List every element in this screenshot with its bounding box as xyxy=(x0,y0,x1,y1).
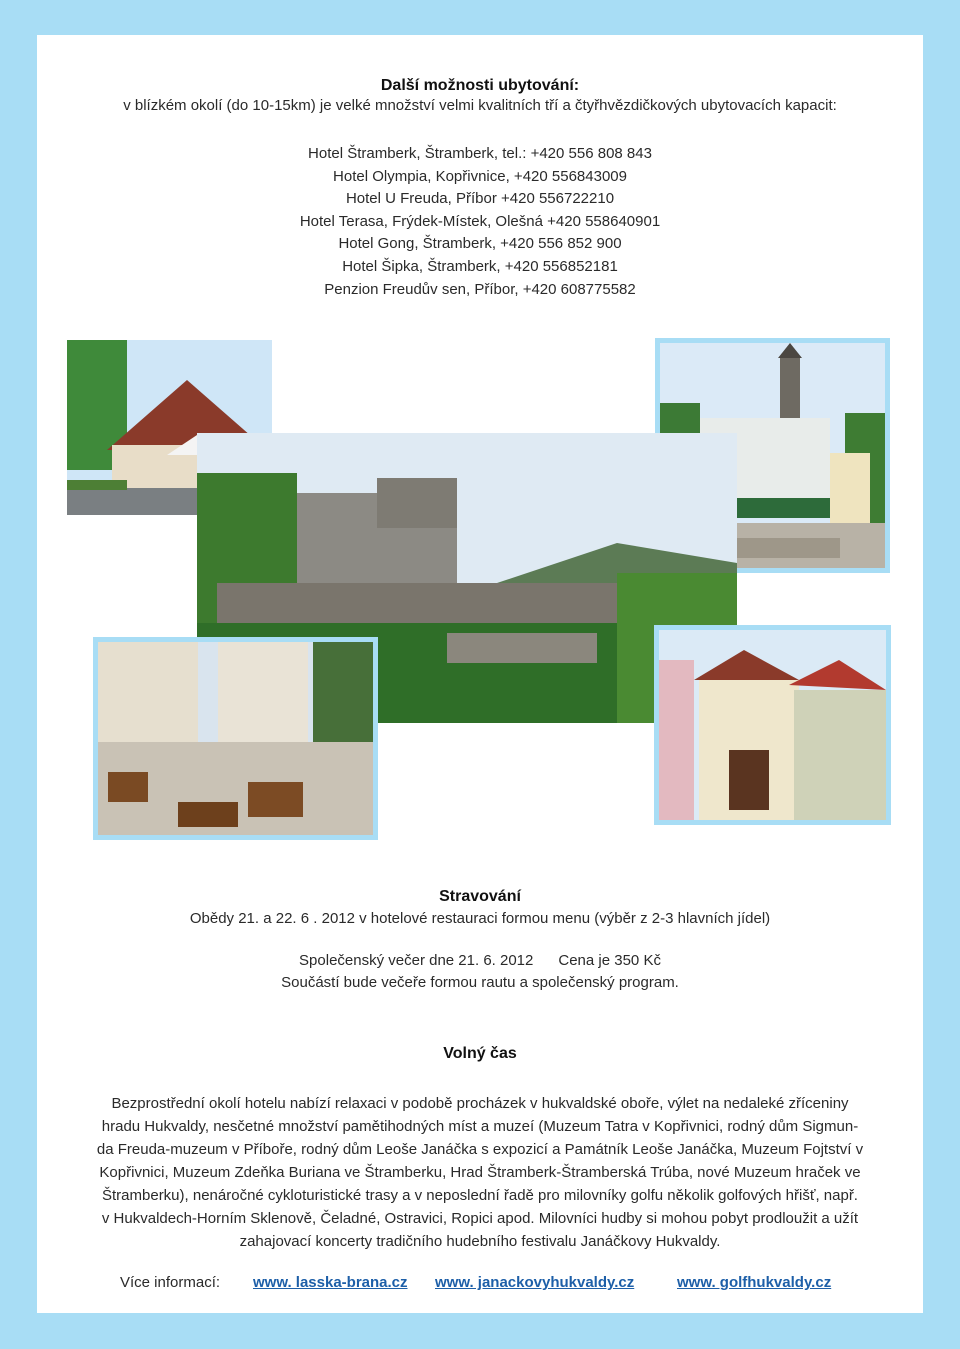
catering-section xyxy=(37,888,923,995)
more-info-label: Více informací: xyxy=(120,1274,221,1291)
link-janackovyhukvaldy[interactable]: www. janackovyhukvaldy.cz xyxy=(435,1274,635,1291)
leisure-line: Štramberku), nenáročné cykloturistické trasy a v neposlední řadě pro milovníky golfu několik golfových hřišť, např. xyxy=(102,1187,858,1204)
leisure-paragraph xyxy=(77,1092,883,1253)
leisure-line: Kopřivnici, Muzeum Zdeňka Buriana ve Štramberku, Hrad Štramberk-Štramberská Trúba, nové Muzeum hraček ve xyxy=(99,1164,861,1181)
document-page xyxy=(37,35,923,1313)
hotel-item: Hotel Olympia, Kopřivnice, +420 556843009 xyxy=(333,167,627,185)
catering-lunch: Obědy 21. a 22. 6 . 2012 v hotelové restauraci formou menu (výběr z 2-3 hlavních jídel) xyxy=(189,910,771,927)
leisure-line: da Freuda-muzeum v Příboře, rodný dům Leoše Janáčka s expozicí a Památník Leoše Janáčka, Muzeum Fojtství v xyxy=(96,1141,864,1158)
accommodation-title: Další možnosti ubytování: xyxy=(380,77,580,94)
catering-title: Stravování xyxy=(439,888,521,905)
accommodation-intro: v blízkém okolí (do 10-15km) je velké množství velmi kvalitních tří a čtyřhvězdičkových ubytovacích kapacit: xyxy=(123,97,837,114)
accommodation-section xyxy=(37,77,923,118)
hotel-item: Penzion Freudův sen, Příbor, +420 608775582 xyxy=(324,280,636,298)
leisure-section xyxy=(37,1045,923,1063)
leisure-line: zahajovací koncerty tradičního hudebního festivalu Janáčkovy Hukvaldy. xyxy=(239,1233,721,1250)
link-lasska-brana[interactable]: www. lasska-brana.cz xyxy=(253,1274,408,1291)
leisure-title: Volný čas xyxy=(443,1045,517,1062)
hotel-item: Hotel Štramberk, Štramberk, tel.: +420 556 808 843 xyxy=(308,145,652,162)
hotel-item: Hotel Gong, Štramberk, +420 556 852 900 xyxy=(338,235,622,253)
hotel-item: Hotel Terasa, Frýdek-Místek, Olešná +420 558640901 xyxy=(299,212,661,230)
hotel-item: Hotel Šipka, Štramberk, +420 556852181 xyxy=(342,257,618,275)
hotel-list xyxy=(37,143,923,301)
leisure-line: Bezprostřední okolí hotelu nabízí relaxaci v podobě procházek v hukvaldské oboře, výlet na nedaleké zříceniny xyxy=(111,1095,849,1112)
catering-program: Součástí bude večeře formou rautu a společenský program. xyxy=(281,974,679,991)
leisure-line: hradu Hukvaldy, nesčetné množství pamětihodných míst a muzeí (Muzeum Tatra v Kopřivnici, rodný dům Sigmun- xyxy=(101,1118,859,1135)
catering-evening: Společenský večer dne 21. 6. 2012 Cena je 350 Kč xyxy=(299,951,661,969)
leisure-line: v Hukvaldech-Horním Sklenově, Čeladné, Ostravici, Ropici apod. Milovníci hudby si mohou pobyt prodloužit a užít xyxy=(101,1210,859,1227)
link-golfhukvaldy[interactable]: www. golfhukvaldy.cz xyxy=(677,1274,832,1291)
hotel-item: Hotel U Freuda, Příbor +420 556722210 xyxy=(345,190,615,208)
terrace-photo xyxy=(93,637,378,840)
pension-photo xyxy=(654,625,891,825)
